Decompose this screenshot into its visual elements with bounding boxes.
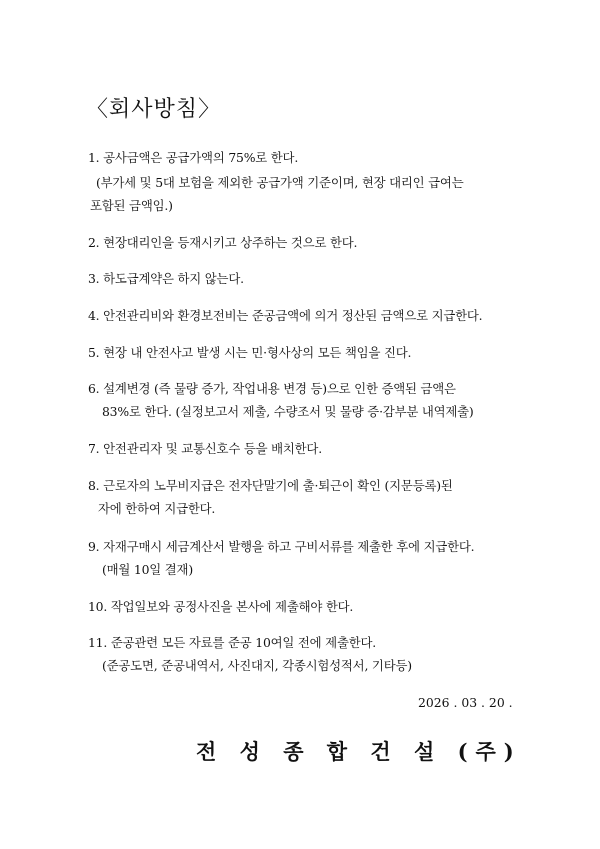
policy-item-9: 9. 자재구매시 세금계산서 발행을 하고 구비서류를 제출한 후에 지급한다. <box>88 539 475 554</box>
policy-item-7: 7. 안전관리자 및 교통신호수 등을 배치한다. <box>88 441 322 456</box>
policy-item-1-line2: (부가세 및 5대 보험을 제외한 공급가액 기준이며, 현장 대리인 급여는 <box>96 175 464 190</box>
policy-item-2: 2. 현장대리인을 등재시키고 상주하는 것으로 한다. <box>88 235 358 250</box>
policy-item-1: 1. 공사금액은 공급가액의 75%로 한다. <box>88 150 299 165</box>
policy-item-8-line2: 자에 한하여 지급한다. <box>98 501 216 516</box>
document-date: 2026 . 03 . 20 . <box>418 695 513 710</box>
policy-item-6: 6. 설계변경 (즉 물량 증가, 작업내용 변경 등)으로 인한 증액된 금액은 <box>88 381 456 396</box>
policy-item-11: 11. 준공관련 모든 자료를 준공 10여일 전에 제출한다. <box>88 635 376 650</box>
policy-item-6-line2: 83%로 한다. (실정보고서 제출, 수량조서 및 물량 증·감부분 내역제출) <box>102 404 474 419</box>
company-name: 전 성 종 합 건 설 (주) <box>196 739 522 764</box>
policy-item-3: 3. 하도급계약은 하지 않는다. <box>88 271 244 286</box>
document-title: 〈회사방침〉 <box>86 97 222 122</box>
policy-item-1-line3: 포함된 금액임.) <box>90 198 173 213</box>
policy-item-8: 8. 근로자의 노무비지급은 전자단말기에 출·퇴근이 확인 (지문등록)된 <box>88 478 453 493</box>
policy-item-10: 10. 작업일보와 공정사진을 본사에 제출해야 한다. <box>88 599 354 614</box>
policy-item-9-line2: (매월 10일 결재) <box>102 562 193 577</box>
policy-item-11-line2: (준공도면, 준공내역서, 사진대지, 각종시험성적서, 기타등) <box>102 658 412 673</box>
policy-item-4: 4. 안전관리비와 환경보전비는 준공금액에 의거 정산된 금액으로 지급한다. <box>88 308 483 323</box>
policy-item-5: 5. 현장 내 안전사고 발생 시는 민·형사상의 모든 책임을 진다. <box>88 345 412 360</box>
